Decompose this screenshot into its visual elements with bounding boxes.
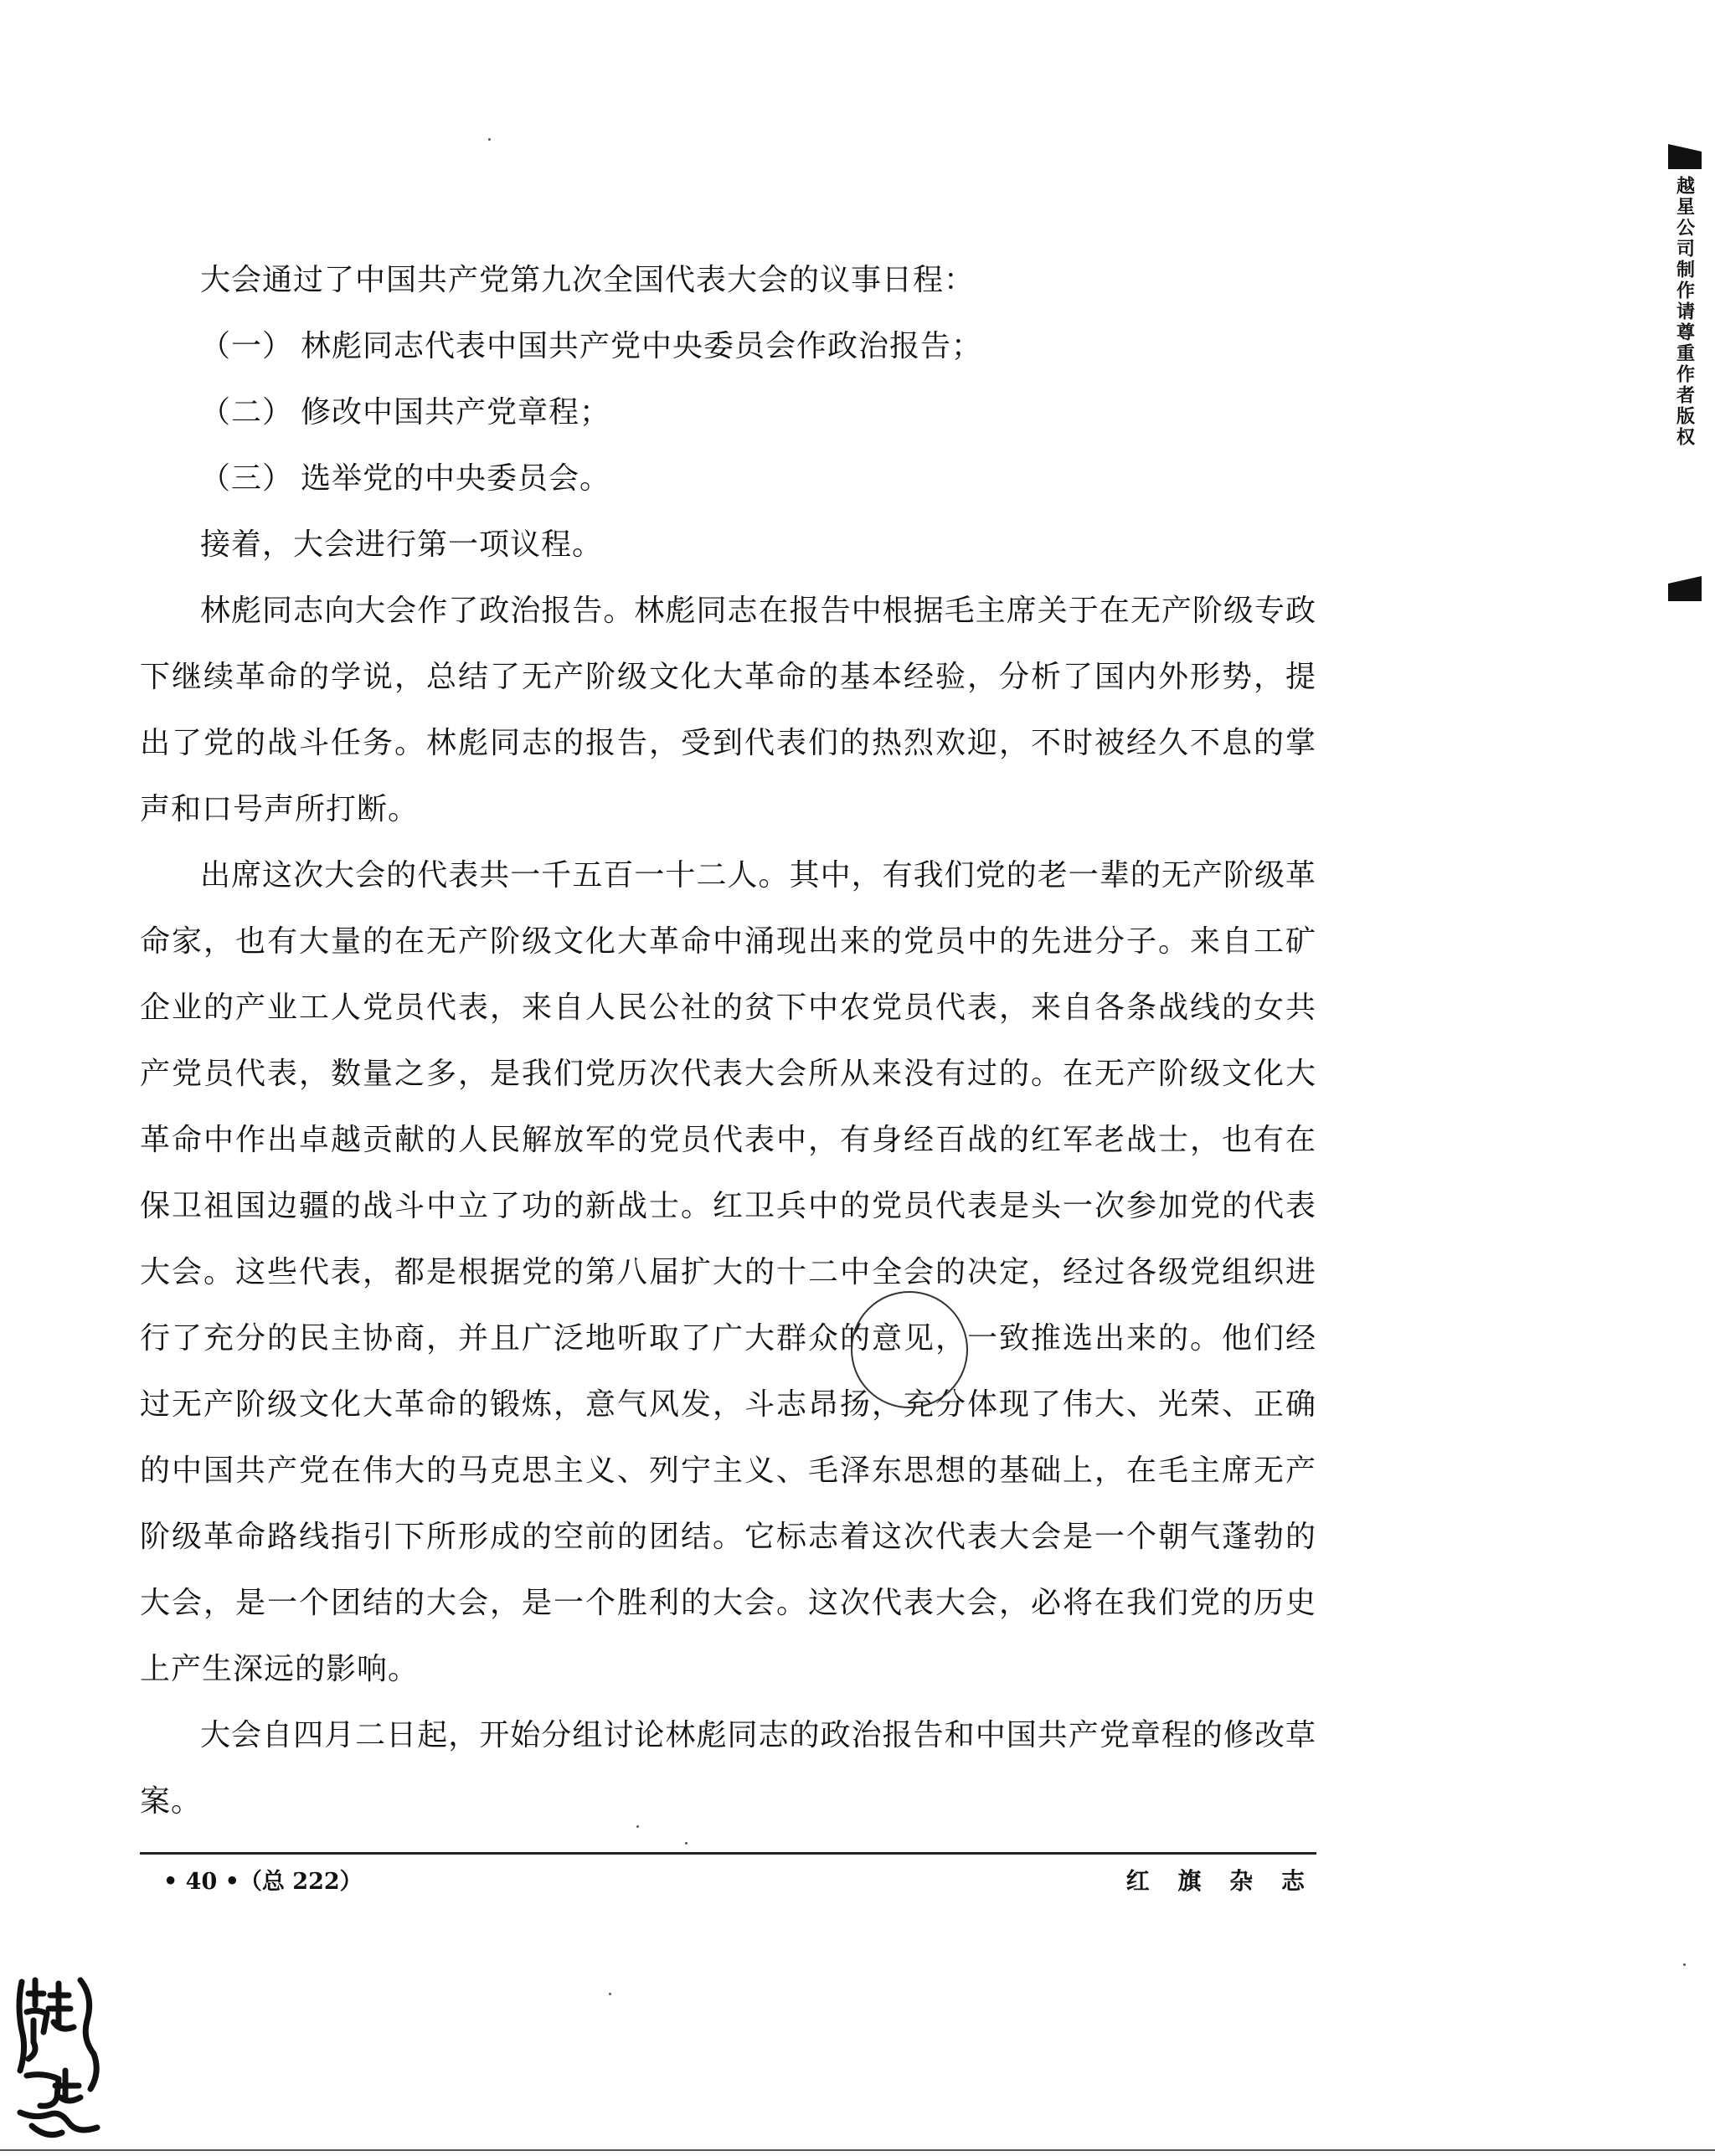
scan-speck	[609, 1993, 611, 1995]
scan-speck	[1683, 1963, 1686, 1966]
agenda-item	[140, 313, 1316, 379]
journal-name: 红 旗 杂 志	[1125, 1867, 1315, 1895]
agenda-item	[140, 379, 1316, 445]
paragraph-delegates: 出席这次大会的代表共一千五百一十二人。其中，有我们党的老一辈的无产阶级革命家，也有大量的在无产阶级文化大革命中涌现出来的党员中的先进分子。来自工矿企业的产业工人党员代表，来自人民公社的贫下中农党员代表，来自各条战线的女共产党员代表，数量之多，是我们党历次代表大会所从来没有过的。在无产阶级文化大革命中作出卓越贡献的人民解放军的党员代表中，有身经百战的红军老战士，也有在保卫祖国边疆的战斗中立了功的新战士。红卫兵中的党员代表是头一次参加党的代表大会。这些代表，都是根据党的第八届扩大的十二中全会的决定，经过各级党组织进行了充分的民主协商，并且广泛地听取了广大群众的意见，一致推选出来的。他们经过无产阶级文化大革命的锻炼，意气风发，斗志昂扬，充分体现了伟大、光荣、正确的中国共产党在伟大的马克思主义、列宁主义、毛泽东思想的基础上，在毛主席无产阶级革命路线指引下所形成的空前的团结。它标志着这次代表大会是一个朝气蓬勃的大会，是一个团结的大会，是一个胜利的大会。这次代表大会，必将在我们党的历史上产生深远的影响。	[140, 858, 1316, 1686]
footer-rule	[140, 1852, 1316, 1855]
page-number: • 40 •（总 222）	[163, 1869, 363, 1895]
scan-speck	[685, 1842, 688, 1845]
paragraph-agenda-intro: 大会通过了中国共产党第九次全国代表大会的议事日程：	[200, 263, 976, 297]
strip-bottom-marker	[1668, 576, 1702, 601]
paragraph-next-agenda: 接着，大会进行第一项议程。	[200, 527, 604, 562]
scan-speck	[488, 138, 491, 141]
strip-top-marker	[1668, 144, 1702, 169]
scan-speck	[636, 1825, 639, 1828]
agenda-number: （二）	[200, 395, 294, 430]
agenda-item	[140, 445, 1316, 512]
agenda-text: 修改中国共产党章程；	[301, 395, 611, 430]
agenda-number: （三）	[200, 461, 294, 496]
agenda-number: （一）	[200, 329, 294, 363]
copyright-side-strip	[1668, 144, 1702, 596]
pencil-circle-mark	[851, 1291, 968, 1408]
copyright-notice: 越星公司制作请尊重作者版权	[1673, 176, 1696, 448]
paragraph-group-discussion: 大会自四月二日起，开始分组讨论林彪同志的政治报告和中国共产党章程的修改草案。	[140, 1718, 1316, 1819]
article-body	[140, 247, 1316, 1834]
paragraph-political-report: 林彪同志向大会作了政治报告。林彪同志在报告中根据毛主席关于在无产阶级专政下继续革命的学说，总结了无产阶级文化大革命的基本经验，分析了国内外形势，提出了党的战斗任务。林彪同志的报告，受到代表们的热烈欢迎，不时被经久不息的掌声和口号声所打断。	[140, 594, 1316, 826]
scan-bottom-edge	[0, 2149, 1715, 2151]
agenda-text: 林彪同志代表中国共产党中央委员会作政治报告；	[301, 329, 983, 363]
agenda-text: 选举党的中央委员会。	[301, 461, 611, 496]
seal-stamp-icon	[10, 1972, 106, 2143]
